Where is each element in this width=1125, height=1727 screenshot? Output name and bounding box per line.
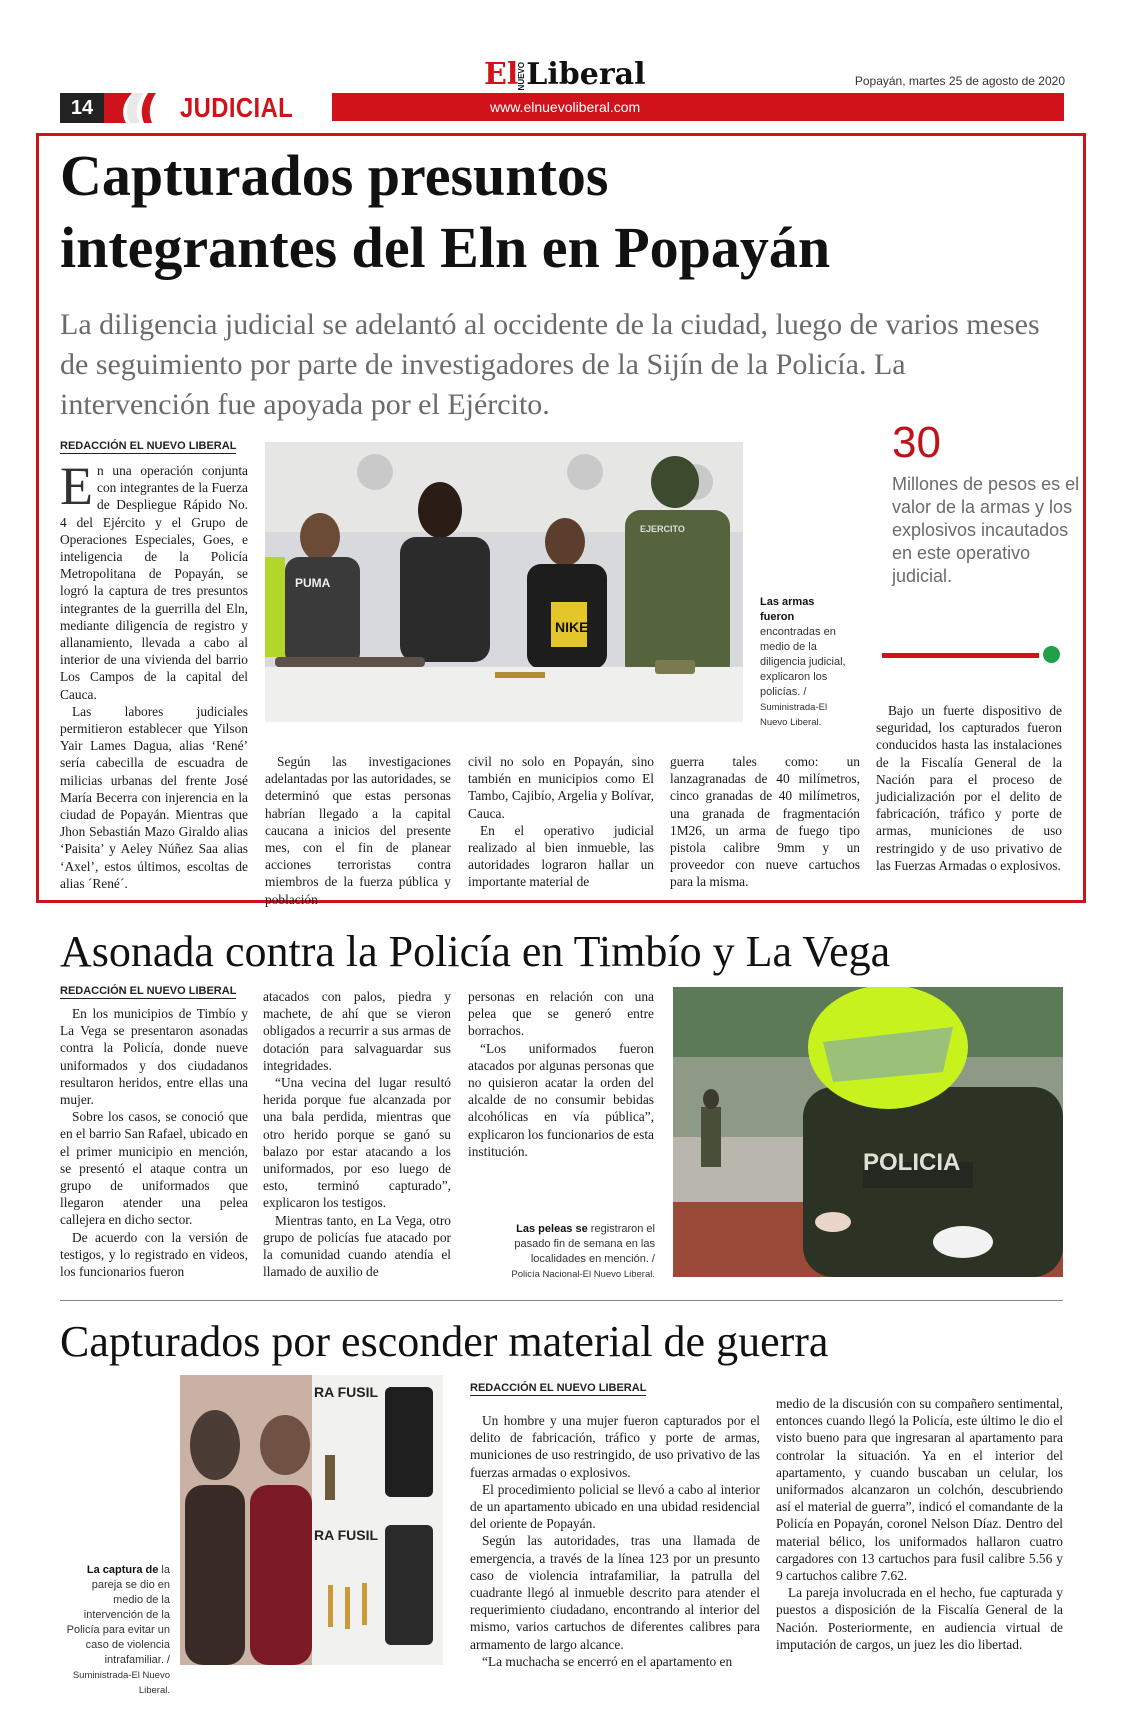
section-divider: [60, 1300, 1063, 1301]
story3-caption-credit: Suministrada-El Nuevo Liberal.: [72, 1670, 170, 1696]
lead-col4-para1: guerra tales como: un lanzagranadas de 40 milímetros, cinco granadas de 40 milímetros, una granada de fragmentación 1M26, un arma de fuego tipo pistola calibre 9mm y un proveedor con nueve cartuchos para la misma.: [670, 754, 860, 890]
website-link[interactable]: www.elnuevoliberal.com: [490, 99, 641, 115]
lead-column-1: [60, 456, 248, 892]
newspaper-logo: [484, 58, 644, 92]
photo-fusil-label-2: RA FUSIL: [314, 1527, 379, 1543]
section-swoosh-icon: [104, 93, 164, 123]
photo-label-text: EJERCITO: [640, 524, 685, 534]
lead-photo: [265, 442, 743, 722]
story3-col1-para4: “La muchacha se encerró en el apartamento en: [482, 1653, 733, 1669]
story2-col2-para1: atacados con palos, piedra y machete, de ahí que se vieron obligados a recurrir a sus armas de dotación para salvaguardar sus integridades.: [263, 989, 451, 1073]
logo-liberal: Liberal: [526, 57, 646, 92]
police-officer-photo: [673, 987, 1063, 1277]
logo-el: El: [484, 57, 519, 92]
story3-col1-para3: Según las autoridades, tras una llamada de emergencia, a través de la línea 123 por un presunto caso de violencia intrafamiliar, la patrulla del cuadrante llegó al inmueble descrito para atender el requerimiento ciudadano, encontrando al interior del mismo, varios cartuchos de diferentes calibres para armamento de largo alcance.: [470, 1533, 760, 1652]
story2-caption-credit: Policía Nacional-El Nuevo Liberal.: [511, 1269, 655, 1280]
story2-col2-para2: “Una vecina del lugar resultó herida porque fue alcanzada por una bala perdida, mientras que otro herido porque se ganó su balazo por estar atacando a los uniformados, por eso luego de esto, terminó capturado”, explicaron los testigos.: [263, 1075, 451, 1211]
story2-column-2: [263, 988, 451, 1280]
story3-column-1: [470, 1412, 760, 1670]
story2-col1-para2: Sobre los casos, se conoció que en el barrio San Rafael, ubicado en el primer municipio en mención, se presentó el ataque contra un grupo de uniformados que llegaron atender una pelea callejera en dicho sector.: [60, 1109, 248, 1228]
page-number: 14: [60, 93, 104, 123]
story2-col2-para3: Mientras tanto, en La Vega, otro grupo de policías fue atacado por la comunidad cuando atendía el llamado de auxilio de: [263, 1212, 451, 1280]
lead-byline: REDACCIÓN EL NUEVO LIBERAL: [60, 440, 237, 452]
story3-col2-para1: medio de la discusión con su compañero sentimental, entonces cuando llegó la Policía, este último le dio el visto bueno para que ingresaran al apartamento para controlar la situación. Ya en el interior del apartamento, y cuando buscaban un celular, los uniformados alcanzaron un colchón, descubriendo así el material de guerra”, indicó el comandante de la Policía en Popayán, coronel Nelson Díaz. Dentro del material bélico, los uniformados hallaron cuatro cargadores con 13 cartuchos para fusil calibre 5.56 y 9 cartuchos calibre 7.62.: [776, 1396, 1063, 1584]
story2-photo-caption: [510, 1222, 655, 1282]
lead-column-3: [468, 753, 654, 891]
story2-photo: [673, 987, 1063, 1277]
story3-column-2: [776, 1395, 1063, 1653]
caption-text: encontradas en medio de la diligencia judicial, explicaron los policías. /: [760, 626, 846, 698]
story3-photo: [180, 1375, 443, 1665]
stat-number: 30: [892, 418, 941, 467]
section-label: JUDICIAL: [180, 92, 294, 123]
captured-suspects-photo: [265, 442, 743, 722]
dropcap: E: [60, 456, 93, 516]
story3-caption-bold: La captura de: [86, 1564, 159, 1576]
story2-col3-para1: personas en relación con una pelea que se generó entre borrachos.: [468, 989, 654, 1039]
lead-col3-para1: civil no solo en Popayán, sino también en municipios como El Tambo, Cajibío, Argelia y Bolívar, Cauca.: [468, 754, 654, 821]
photo-fusil-label-1: RA FUSIL: [314, 1384, 379, 1400]
stat-dot-icon: [1043, 646, 1060, 663]
lead-photo-caption: [760, 595, 850, 730]
lead-headline-line-2: integrantes del Eln en Popayán: [60, 215, 831, 280]
story2-caption-text: registraron el pasado fin de semana en las localidades en mención. /: [514, 1223, 655, 1265]
seized-material-photo: [180, 1375, 443, 1665]
lead-summary: La diligencia judicial se adelantó al occidente de la ciudad, luego de varios meses de seguimiento por parte de investigadores de la Sijín de la Policía. La intervención fue apoyada por el Ejército.: [60, 308, 1040, 421]
story2-column-3: [468, 988, 654, 1160]
photo-police-label: POLICIA: [863, 1149, 961, 1176]
story2-column-1: [60, 1005, 248, 1280]
lead-column-4: [670, 753, 860, 891]
story2-col3-para2: “Los uniformados fueron atacados por algunas personas que no quisieron acatar la orden del alcalde de no consumir bebidas alcohólicas en vía pública”, explicaron los funcionarios de esta institución.: [468, 1040, 654, 1159]
story3-byline: REDACCIÓN EL NUEVO LIBERAL: [470, 1382, 647, 1394]
story2-col1-para3: De acuerdo con la versión de testigos, y lo registrado en videos, los funcionarios fueron: [60, 1229, 248, 1280]
lead-col1-para1: n una operación conjunta con integrantes de la Fuerza de Despliegue Rápido No. 4 del Ejército y el Grupo de Operaciones Especiales, Goes, e inteligencia de la Policía Metropolitana de Popayán, se logró la captura de tres presuntos integrantes de la guerrilla del Eln, mediante diligencia de registro y allanamiento, llevada a cabo al interior de una vivienda del barrio Los Campos de la capital del Cauca.: [60, 463, 248, 702]
lead-column-2: [265, 753, 451, 908]
issue-date: Popayán, martes 25 de agosto de 2020: [854, 74, 1065, 88]
story3-col2-para2: La pareja involucrada en el hecho, fue capturada y puestos a disposición de la Fiscalía General de la Nación. Posteriormente, en audiencia virtual de imputación de cargos, un juez les dio libertad.: [776, 1585, 1063, 1652]
story2-caption-bold: Las peleas se: [516, 1223, 588, 1235]
stat-rule: [882, 653, 1039, 658]
story3-headline: Capturados por esconder material de guerra: [60, 1317, 829, 1366]
lead-col2-para1: Según las investigaciones adelantadas por las autoridades, se determinó que estas personas habrían llegado a la capital caucana a inicios del presente mes, con el fin de planear acciones terroristas contra miembros de la fuerza pública y población: [265, 754, 451, 907]
story3-photo-caption: [60, 1563, 170, 1698]
lead-col3-para2: En el operativo judicial realizado al bien inmueble, las autoridades lograron hallar un importante material de: [468, 822, 654, 890]
photo-shirt2-text: PUMA: [295, 576, 331, 590]
story2-byline: REDACCIÓN EL NUEVO LIBERAL: [60, 985, 237, 997]
header-bar: [332, 93, 1064, 121]
story3-col1-para2: El procedimiento policial se llevó a cabo al interior de un apartamento ubicado en una ubidad residencial del oriente de Popayán.: [470, 1481, 760, 1532]
story2-col1-para1: En los municipios de Timbío y La Vega se presentaron asonadas contra la Policía, donde nueve uniformados y dos ciudadanos resultaron heridos, entre ellas una mujer.: [60, 1006, 248, 1108]
caption-credit: Suministrada-El Nuevo Liberal.: [760, 702, 828, 728]
lead-headline: [60, 140, 1060, 284]
caption-bold: Las armas fueron: [760, 596, 815, 623]
story3-caption-text: la pareja se dio en medio de la intervención de la Policía para evitar un caso de violencia intrafamiliar. /: [66, 1564, 170, 1666]
story3-col1-para1: Un hombre y una mujer fueron capturados por el delito de fabricación, tráfico y porte de armas, municiones de uso restringido, de uso privativo de las fuerzas armadas o explosivos.: [470, 1413, 760, 1480]
logo-nuevo: NUEVO: [517, 62, 527, 91]
stat-text: Millones de pesos es el valor de la armas y los explosivos incautados en este operativo judicial.: [892, 474, 1080, 586]
lead-col5-para1: Bajo un fuerte dispositivo de seguridad, los capturados fueron conducidos hasta las instalaciones de la Fiscalía General de la Nación para el proceso de judicialización por el delito de fabricación, tráfico y porte de armas, municiones de uso restringido y de uso privativo de las Fuerzas Armadas o explosivos.: [876, 703, 1062, 873]
story2-headline: Asonada contra la Policía en Timbío y La Vega: [60, 927, 891, 976]
lead-headline-line-1: Capturados presuntos: [60, 143, 609, 208]
photo-shirt-text: NIKE: [555, 619, 589, 635]
lead-col1-para2: Las labores judiciales permitieron establecer que Yilson Yair Lames Dagua, alias ‘René’ sería cabecilla de escuadra de milicias urbanas del frente José María Becerra con injerencia en la ciudad de Popayán. Mientras que Jhon Sebastián Mazo Giraldo alias ‘Paisita’ y Aeley Núñez Saa alias ‘Axel’, estos últimos, escoltas de alias ´René´.: [60, 703, 248, 891]
lead-column-5: [876, 702, 1062, 874]
